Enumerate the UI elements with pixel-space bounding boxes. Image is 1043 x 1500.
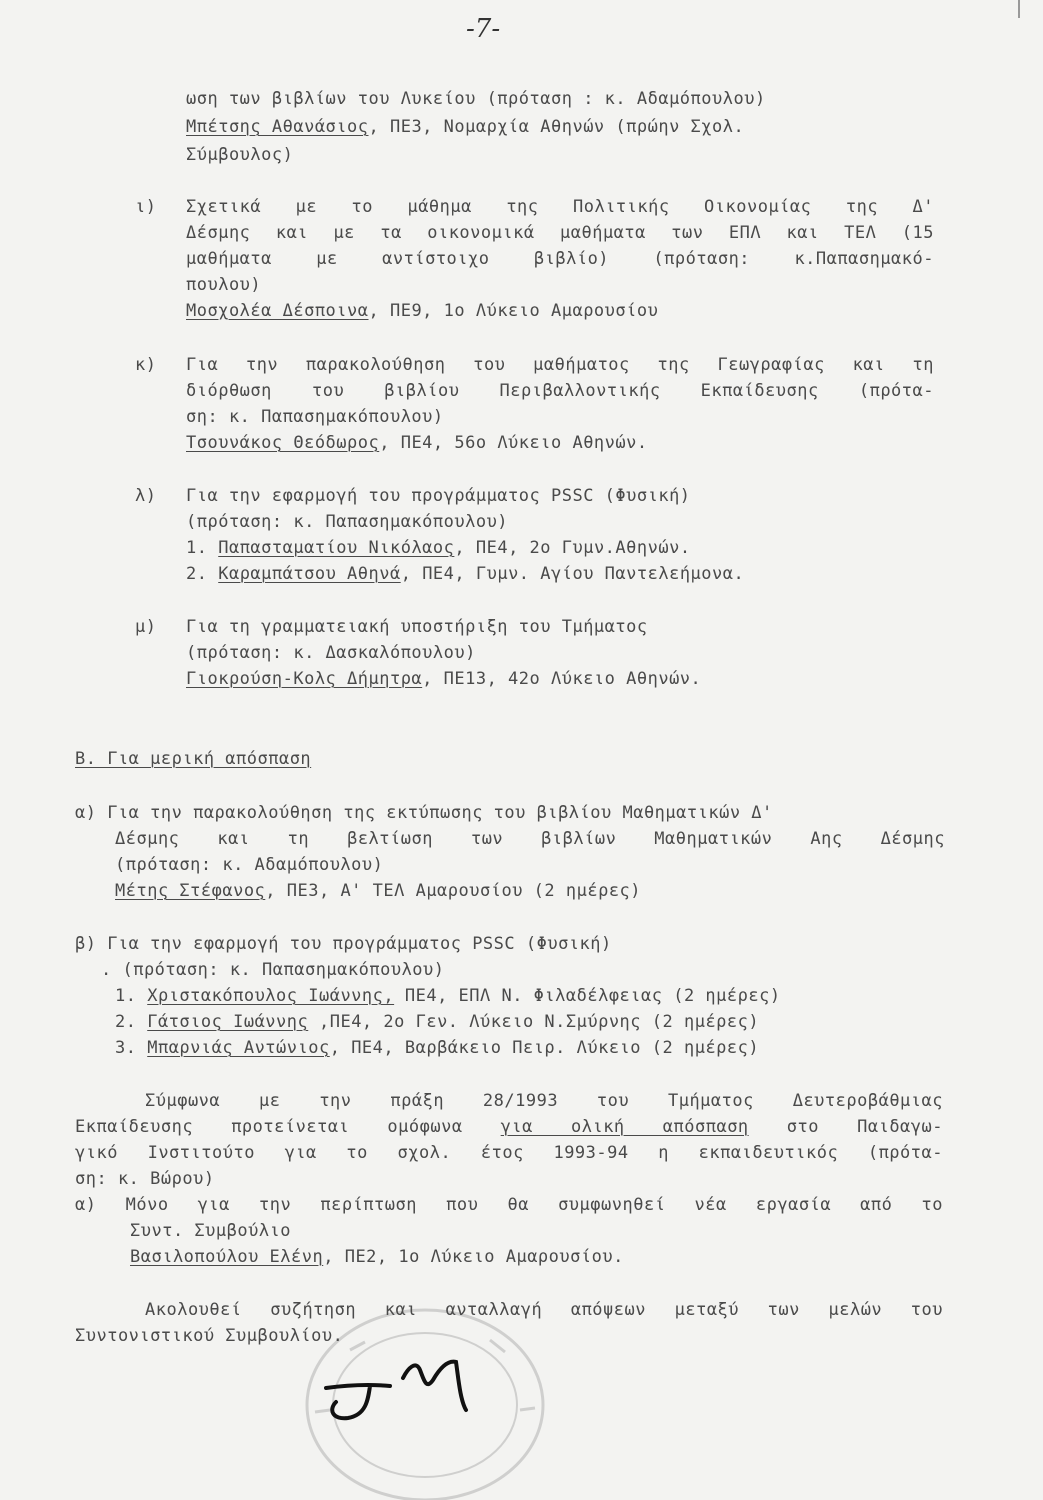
text-line: μαθήματα με αντίστοιχο βιβλίο) (πρόταση: κ.Παπασημακό- bbox=[186, 249, 934, 269]
list-number: 2. bbox=[186, 564, 219, 584]
line-text: , ΠΕ4, Γυμν. Αγίου Παντελεήμονα. bbox=[400, 564, 745, 584]
text-line bbox=[115, 878, 641, 904]
text-line bbox=[115, 983, 781, 1009]
text-line: α) Μόνο για την περίπτωση που θα συμφωνηθεί νέα εργασία από το bbox=[75, 1195, 943, 1215]
signature bbox=[308, 1340, 508, 1440]
line-text: ΠΕ4, ΕΠΛ Ν. Φιλαδέλφειας (2 ημέρες) bbox=[394, 986, 781, 1006]
text-line: Σύμβουλος) bbox=[186, 145, 294, 165]
text-line: β) Για την εφαρμογή του προγράμματος PSSC (Φυσική) bbox=[75, 934, 612, 954]
line-text: , ΠΕ4, Βαρβάκειο Πειρ. Λύκειο (2 ημέρες) bbox=[329, 1038, 760, 1058]
text-line bbox=[186, 666, 701, 692]
text-line: Ακολουθεί συζήτηση και ανταλλαγή απόψεων μεταξύ των μελών του bbox=[145, 1300, 943, 1320]
line-text: , ΠΕ3, Α' ΤΕΛ Αμαρουσίου (2 ημέρες) bbox=[265, 881, 642, 901]
text-line: Συντονιστικού Συμβουλίου. bbox=[75, 1326, 344, 1346]
margin-mark bbox=[1018, 0, 1020, 18]
item-label: λ) bbox=[135, 486, 157, 506]
person-name: Μπέτσης Αθανάσιος bbox=[186, 117, 369, 137]
text-line: (πρόταση: κ. Αδαμόπουλου) bbox=[115, 855, 384, 875]
text-line: ση: κ. Βώρου) bbox=[75, 1169, 215, 1189]
person-name: Μοσχολέα Δέσποινα bbox=[186, 301, 369, 321]
line-text: , ΠΕ9, 1ο Λύκειο Αμαρουσίου bbox=[368, 301, 659, 321]
line-text: , ΠΕ4, 56ο Λύκειο Αθηνών. bbox=[379, 433, 648, 453]
text-line: Για τη γραμματειακή υποστήριξη του Τμήματος bbox=[186, 617, 648, 637]
page-number: -7- bbox=[466, 14, 501, 44]
text-line bbox=[115, 1035, 759, 1061]
person-name: Παπασταματίου Νικόλαος bbox=[218, 538, 455, 558]
text-line: Σύμφωνα με την πράξη 28/1993 του Τμήματος Δευτεροβάθμιας bbox=[145, 1091, 943, 1111]
text-line: α) Για την παρακολούθηση της εκτύπωσης του βιβλίου Μαθηματικών Δ' bbox=[75, 803, 773, 823]
text-line: ωση των βιβλίων του Λυκείου (πρόταση : κ. Αδαμόπουλου) bbox=[186, 89, 766, 109]
line-text: , ΠΕ2, 1ο Λύκειο Αμαρουσίου. bbox=[323, 1247, 624, 1267]
text-line: Δέσμης και με τα οικονομικά μαθήματα των ΕΠΛ και ΤΕΛ (15 bbox=[186, 223, 934, 243]
text-line bbox=[186, 430, 648, 456]
section-heading: Β. Για μερική απόσπαση bbox=[75, 749, 312, 769]
text-line: Δέσμης και τη βελτίωση των βιβλίων Μαθηματικών Αης Δέσμης bbox=[115, 829, 945, 849]
line-text: , ΠΕ3, Νομαρχία Αθηνών (πρώην Σχολ. bbox=[368, 117, 745, 137]
text-line: ση: κ. Παπασημακόπουλου) bbox=[186, 407, 444, 427]
person-name: Χριστακόπουλος Ιωάννης, bbox=[147, 986, 395, 1006]
person-name: Γιοκρούση-Κολς Δήμητρα bbox=[186, 669, 423, 689]
person-name: Καραμπάτσου Αθηνά bbox=[218, 564, 401, 584]
text-line: πουλου) bbox=[186, 275, 262, 295]
text-line bbox=[186, 561, 744, 587]
line-text: , ΠΕ13, 42ο Λύκειο Αθηνών. bbox=[422, 669, 702, 689]
line-text: , ΠΕ4, 2ο Γυμν.Αθηνών. bbox=[454, 538, 691, 558]
person-name: Μέτης Στέφανος bbox=[115, 881, 266, 901]
text-line: . (πρόταση: κ. Παπασημακόπουλου) bbox=[101, 960, 445, 980]
person-name: Γάτσιος Ιωάννης bbox=[147, 1012, 309, 1032]
text-line bbox=[130, 1244, 624, 1270]
item-label: ι) bbox=[135, 197, 157, 217]
list-number: 1. bbox=[115, 986, 148, 1006]
list-number: 2. bbox=[115, 1012, 148, 1032]
text-line bbox=[75, 1114, 943, 1140]
text-line bbox=[186, 535, 691, 561]
item-label: κ) bbox=[135, 355, 157, 375]
person-name: Τσουνάκος Θεόδωρος bbox=[186, 433, 380, 453]
text-line: γικό Ινστιτούτο για το σχολ. έτος 1993-94 η εκπαιδευτικός (πρότα- bbox=[75, 1143, 943, 1163]
text-line: (πρόταση: κ. Δασκαλόπουλου) bbox=[186, 643, 476, 663]
text-line: Σχετικά με το μάθημα της Πολιτικής Οικονομίας της Δ' bbox=[186, 197, 934, 217]
text-line bbox=[115, 1009, 759, 1035]
text-line: (πρόταση: κ. Παπασημακόπουλου) bbox=[186, 512, 509, 532]
text-line: διόρθωση του βιβλίου Περιβαλλοντικής Εκπαίδευσης (πρότα- bbox=[186, 381, 934, 401]
list-number: 1. bbox=[186, 538, 219, 558]
line-text: Εκπαίδευσης προτείνεται ομόφωνα bbox=[75, 1117, 501, 1137]
underlined-phrase: για ολική απόσπαση bbox=[500, 1117, 749, 1137]
text-line: Για την εφαρμογή του προγράμματος PSSC (Φυσική) bbox=[186, 486, 691, 506]
item-label: μ) bbox=[135, 617, 157, 637]
text-line: Συντ. Συμβούλιο bbox=[130, 1221, 292, 1241]
person-name: Μπαρνιάς Αντώνιος bbox=[147, 1038, 330, 1058]
line-text: ,ΠΕ4, 2ο Γεν. Λύκειο Ν.Σμύρνης (2 ημέρες) bbox=[308, 1012, 760, 1032]
line-text: στο Παιδαγω- bbox=[748, 1117, 943, 1137]
text-line bbox=[186, 114, 944, 140]
text-line bbox=[186, 298, 658, 324]
person-name: Βασιλοπούλου Ελένη bbox=[130, 1247, 324, 1267]
text-line: Για την παρακολούθηση του μαθήματος της Γεωγραφίας και τη bbox=[186, 355, 934, 375]
list-number: 3. bbox=[115, 1038, 148, 1058]
